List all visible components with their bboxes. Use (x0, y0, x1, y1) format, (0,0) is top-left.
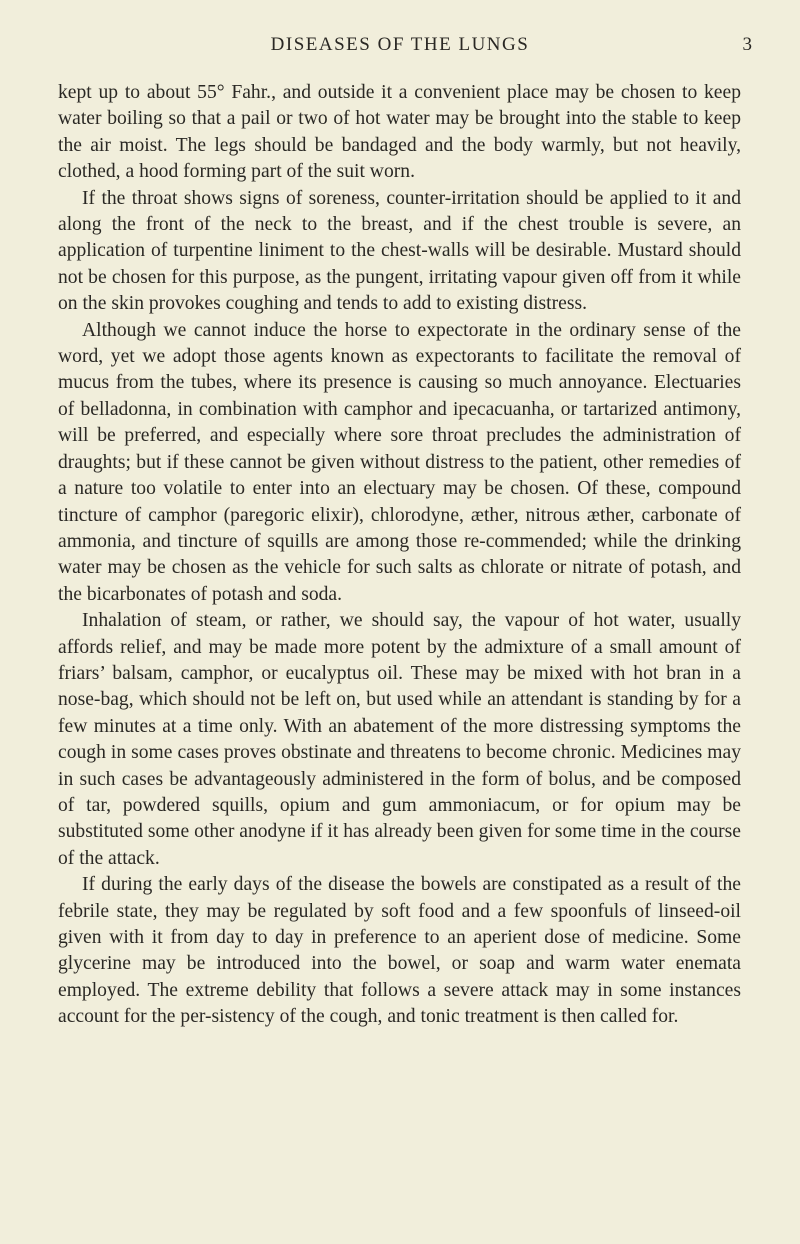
paragraph: Although we cannot induce the horse to expectorate in the ordinary sense of the word, yet we adopt those agents known as expectorants to facilitate the removal of mucus from the tubes, where its presence is causing so much annoyance. Electuaries of belladonna, in combination with camphor and ipecacuanha, or tartarized antimony, will be preferred, and especially where sore throat precludes the administration of draughts; but if these cannot be given without distress to the patient, other remedies of a nature too volatile to enter into an electuary may be chosen. Of these, compound tincture of camphor (paregoric elixir), chlorodyne, æther, nitrous æther, carbonate of ammonia, and tincture of squills are among those re-commended; while the drinking water may be chosen as the vehicle for such salts as chlorate or nitrate of potash, and the bicarbonates of potash and soda. (58, 319, 741, 605)
paragraph: Inhalation of steam, or rather, we should say, the vapour of hot water, usually affords relief, and may be made more potent by the admixture of a small amount of friars’ balsam, camphor, or eucalyptus oil. These may be mixed with hot bran in a nose-bag, which should not be left on, but used while an attendant is standing by for a few minutes at a time only. With an abatement of the more distressing symptoms the cough in some cases proves obstinate and threatens to become chronic. Medicines may in such cases be advantageously administered in the form of bolus, and be composed of tar, powdered squills, opium and gum ammoniacum, or for opium may be substituted some other anodyne if it has already been given for some time in the course of the attack. (58, 610, 741, 869)
body-text (58, 80, 741, 1031)
paragraph: If the throat shows signs of soreness, counter-irritation should be applied to it and along the front of the neck to the breast, and if the chest trouble is severe, an application of turpentine liniment to the chest-walls will be desirable. Mustard should not be chosen for this purpose, as the pungent, irritating vapour given off from it while on the skin provokes coughing and tends to add to existing distress. (58, 187, 741, 315)
paragraph: kept up to about 55° Fahr., and outside it a convenient place may be chosen to keep water boiling so that a pail or two of hot water may be brought into the stable to keep the air moist. The legs should be bandaged and the body warmly, but not heavily, clothed, a hood forming part of the suit worn. (58, 82, 741, 183)
running-head (0, 34, 800, 60)
paragraph: If during the early days of the disease the bowels are constipated as a result of the febrile state, they may be regulated by soft food and a few spoonfuls of linseed-oil given with it from day to day in preference to an aperient dose of medicine. Some glycerine may be introduced into the bowel, or soap and warm water enemata employed. The extreme debility that follows a severe attack may in some instances account for the per-sistency of the cough, and tonic treatment is then called for. (58, 874, 741, 1028)
running-title: DISEASES OF THE LUNGS (270, 34, 530, 55)
page-number: 3 (742, 34, 752, 55)
